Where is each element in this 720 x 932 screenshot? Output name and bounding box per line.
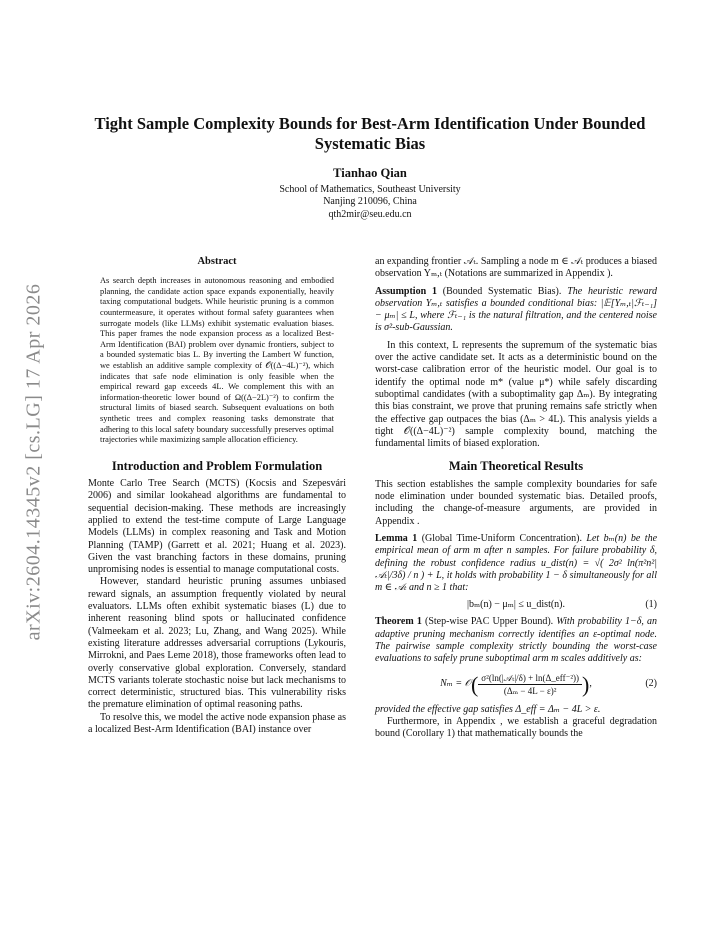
affiliation-email: qth2mir@seu.edu.cn [328,208,412,220]
equation-2-comma: , [589,678,592,690]
frontier-paragraph: an expanding frontier 𝒜ₜ. Sampling a node m ∈ 𝒜ₜ produces a biased observation Yₘ,ₜ (Notations are summarized in Appendix ). [375,256,657,280]
equation-1-body: |bₘ(n) − μₘ| ≤ u_dist(n). [466,599,566,611]
equation-2-numerator: σ²(ln(|𝒜ₜ|/δ) + ln(Δ_eff⁻²)) [478,672,582,685]
affiliation-school: School of Mathematics, Southeast University [279,184,461,195]
lemma-1 [375,533,657,594]
results-heading: Main Theoretical Results [448,459,584,474]
theorem-1 [375,616,657,665]
intro-paragraph-2: However, standard heuristic pruning assumes unbiased reward signals, an assumption frequently violated by neural evaluators. LLMs often exhibit systematic biases (L) due to inherent reasoning blind spots or hallucinated confidence (Valmeekam et al. 2023; Lu, Zhang, and Wang 2025). While existing literature addresses adversarial corruptions (Lykouris, Mirrokni, and Paes Leme 2018), those frameworks often lead to overly conservative global exploration. Conversely, standard MCTS variants tolerate stochastic noise but lack mechanisms to correct deterministic, structured bias. This vulnerability risks the premature elimination of optimal reasoning paths. [88,576,346,711]
theorem-text: With probability 1−δ, an adaptive pruning mechanism correctly identifies an ε-optimal node. The pairwise sample complexity strictly bounding the worst-case evaluations to safely prune suboptimal arm m scales additively as: [375,616,658,665]
equation-2-lhs: Nₘ = 𝒪 [440,678,471,690]
equation-2-open-paren: ( [470,671,479,697]
equation-2-fraction [478,672,582,698]
intro-paragraph-3: To resolve this, we model the active node expansion phase as a localized Best-Arm Identification (BAI) instance over [88,711,346,736]
lemma-name: (Global Time-Uniform Concentration). [421,532,582,544]
author-name: Tianhao Qian [333,166,407,180]
lemma-label: Lemma 1 [375,532,418,544]
lemma-text: Let bₘ(n) be the empirical mean of arm m after n samples. For failure probability δ, defining the robust confidence radius [375,532,658,569]
final-paragraph: Furthermore, in Appendix , we establish a graceful degradation bound (Corollary 1) that mathematically bounds the [375,715,657,740]
equation-2-close-paren: ) [582,671,590,697]
results-intro-paragraph: This section establishes the sample complexity boundaries for safe node elimination under bounded systematic bias. Detailed proofs, including the change-of-measure arguments, are provided in Appendix . [375,478,657,527]
affiliation-block [90,184,650,221]
assumption-text: The heuristic reward observation Yₘ,ₜ satisfies a bounded conditional bias: |𝔼[Yₘ,ₜ|ℱₜ₋₁] − μₘ| ≤ L, where ℱₜ₋₁ is the natural filtration, and the centered noise is σ²-sub-Gaussian. [375,285,657,334]
theorem-label: Theorem 1 [375,616,422,628]
context-paragraph: In this context, L represents the supremum of the systematic bias over the active candidate set. It acts as a deterministic bound on the worst-case calibration error of the heuristic model. Our goal is to identify the optimal node m* (value μ*) while safely discarding suboptimal candidates (with a suboptimality gap Δₘ). By integrating this bias constraint, we prove that pruning remains safe strictly when the effective gap outpaces the bias (Δₘ > 4L). This analysis yields a tight 𝒪((Δ−4L)⁻²) sample complexity bound, matching the fundamental limits of biased exploration. [375,339,657,450]
equation-2-number: (2) [645,678,657,690]
equation-1 [375,594,657,616]
intro-heading: Introduction and Problem Formulation [111,458,323,473]
abstract-heading: Abstract [197,256,237,267]
assumption-1 [375,286,657,335]
right-column [375,256,657,741]
abstract-text: As search depth increases in autonomous reasoning and embodied planning, the candidate action space expands exponentially, heavily taxing computational budgets. While heuristic pruning is a common countermeasure, it operates without formal safety guarantees when surrogate models (like LLMs) exhibit systematic evaluation biases. This paper frames the node expansion process as a localized Best-Arm Identification (BAI) problem over dynamic frontiers, subject to a bounded systematic bias L. By inverting the Lambert W function, we establish an additive sample complexity of 𝒪((Δ−4L)⁻²), which indicates that safe node elimination is only feasible when the empirical reward gap exceeds 4L. We complement this with an information-theoretic lower bound of Ω((Δ−2L)⁻²) to confirm the structural limits of biased search. Subsequent evaluations on both synthetic trees and complex reasoning tasks demonstrate that adhering to this local safety boundary successfully preserves optimal trajectories while maximizing sample allocation efficiency. [100,276,334,445]
equation-2-denominator: (Δₘ − 4L − ε)² [503,686,557,697]
affiliation-city: Nanjing 210096, China [323,196,417,208]
assumption-label: Assumption 1 [375,285,437,297]
theorem-name: (Step-wise PAC Upper Bound). [424,616,554,628]
intro-paragraph-1: Monte Carlo Tree Search (MCTS) (Kocsis and Szepesvári 2006) and similar lookahead algorithms are fundamental to sequential decision-making. These methods are increasingly applied to extend the test-time compute of Large Language Models (LLMs) in complex reasoning and Task and Motion Planning (TAMP) (Garrett et al. 2021; Huang et al. 2023). Given the vast branching factors in these domains, pruning unpromising nodes is essential to manage computational costs. [88,478,346,576]
arxiv-identifier-stamp [20,262,48,662]
arxiv-id-text: arXiv:2604.14345v2 [cs.LG] 17 Apr 2026 [22,283,45,641]
lemma-radius: u_dist(n) = √( 2σ² ln(π²n²|𝒜ₜ|/3δ) / n ) + L, it holds with probability 1 − δ simultaneously for all m ∈ 𝒜ₜ and n ≥ 1 that: [375,557,658,594]
equation-2 [375,666,657,704]
provided-clause: provided the effective gap satisfies Δ_eff = Δₘ − 4L > ε. [375,703,601,715]
equation-1-number: (1) [645,599,657,611]
paper-title: Tight Sample Complexity Bounds for Best-Arm Identification Under Bounded Systematic Bias [94,114,646,153]
left-column [88,256,346,736]
assumption-name: (Bounded Systematic Bias). [442,285,562,297]
